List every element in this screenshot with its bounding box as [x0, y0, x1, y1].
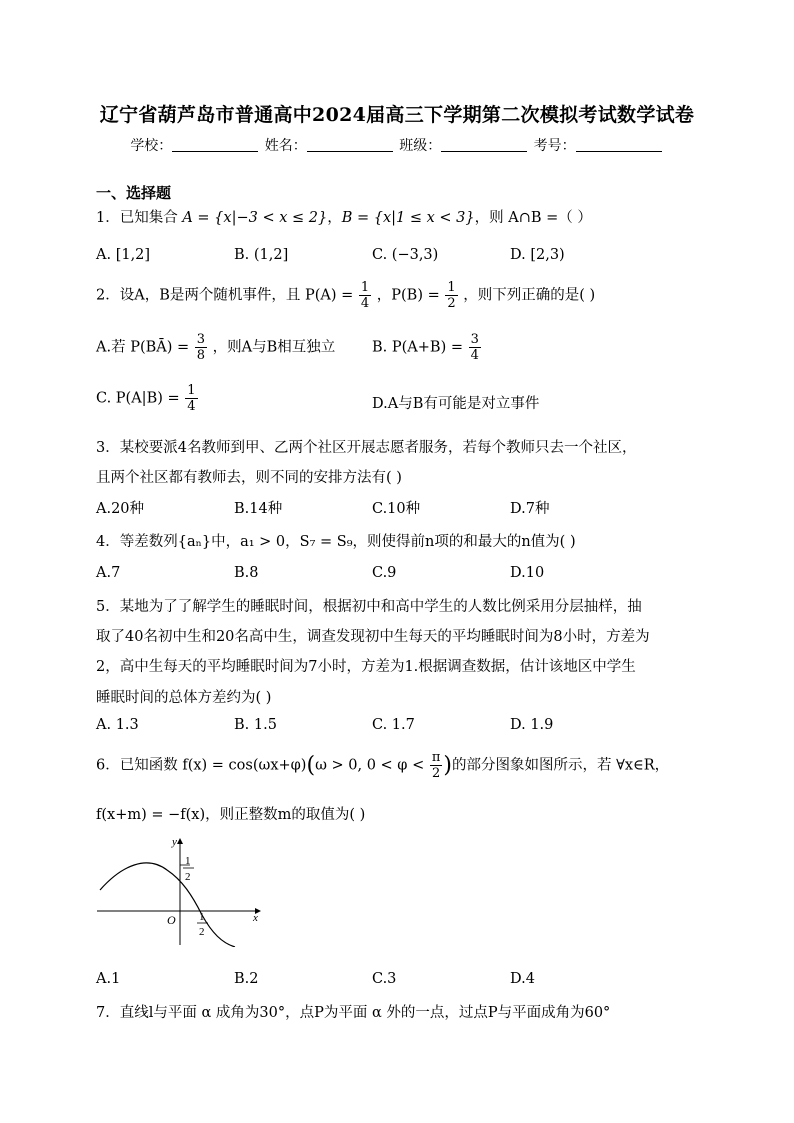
q1-option-a[interactable]: A. [1,2]	[96, 247, 151, 263]
q6-forall: 的部分图象如图所示，若 ∀x∈R，	[451, 757, 670, 774]
x-half-num: 1	[199, 911, 205, 923]
y-half-num: 1	[185, 855, 191, 867]
curve	[100, 863, 235, 947]
q2-ask: ，则下列正确的是( )	[463, 287, 596, 304]
q1-option-b[interactable]: B. (1,2]	[234, 247, 289, 263]
question-2	[96, 280, 595, 311]
question-5-line4: 睡眠时间的总体方差约为( )	[96, 690, 272, 706]
x-half-den: 2	[199, 926, 205, 938]
q5-option-d[interactable]: D. 1.9	[510, 717, 554, 733]
q6-option-d[interactable]: D.4	[510, 971, 535, 987]
q6-option-b[interactable]: B.2	[234, 971, 259, 987]
class-label: 班级：	[399, 138, 442, 154]
school-blank[interactable]	[172, 137, 258, 152]
q1-set-b: B = {x|1 ≤ x < 3}	[341, 210, 475, 226]
q1-option-c[interactable]: C. (−3,3)	[372, 247, 439, 263]
q1-sep: ，	[327, 210, 342, 226]
q1-option-d[interactable]: D. [2,3)	[510, 247, 565, 263]
q6-pi-half-fraction: $\frac{\pi}{2}$	[431, 750, 441, 781]
question-6-line1: 6．已知函数 f(x) = cos(ωx+φ)(ω > 0, 0 < φ < $\frac{\pi}{2}$ )的部分图象如图所示，若 ∀x∈R，	[96, 750, 670, 781]
name-label: 姓名：	[264, 138, 307, 154]
q2-option-c[interactable]: C. P(A|B) = $\frac{1}{4}$	[96, 383, 196, 414]
origin-label: O	[167, 913, 176, 927]
y-label: y	[172, 836, 177, 848]
question-6-line2: f(x+m) = −f(x)，则正整数m的取值为( )	[96, 807, 366, 823]
question-5-line3: 2，高中生每天的平均睡眠时间为7小时，方差为1.根据调查数据，估计该地区中学生	[96, 659, 636, 675]
q2-pb-fraction: $\frac{1}{2}$	[447, 280, 456, 311]
q3-option-b[interactable]: B.14种	[234, 501, 283, 517]
question-1	[96, 206, 592, 227]
question-5-line2: 取了40名初中生和20名高中生，调查发现初中生每天的平均睡眠时间为8小时，方差为	[96, 629, 650, 645]
name-blank[interactable]	[307, 137, 393, 152]
q4-option-d[interactable]: D.10	[510, 565, 545, 581]
school-label: 学校：	[130, 138, 173, 154]
q2-option-a[interactable]: A.若 P(BĀ) = $\frac{3}{8}$ ，则A与B相互独立	[96, 332, 336, 363]
x-label: x	[253, 912, 258, 924]
q5-option-c[interactable]: C. 1.7	[372, 717, 415, 733]
q3-option-a[interactable]: A.20种	[96, 501, 145, 517]
number-label: 考号：	[533, 138, 576, 154]
question-7-line1: 7．直线l与平面 α 成角为30°，点P为平面 α 外的一点，过点P与平面成角为60°	[96, 1005, 611, 1021]
q6-option-c[interactable]: C.3	[372, 971, 397, 987]
q5-option-b[interactable]: B. 1.5	[234, 717, 277, 733]
q4-option-b[interactable]: B.8	[234, 565, 259, 581]
q2-option-b[interactable]: B. P(A+B) = $\frac{3}{4}$	[372, 332, 479, 363]
q4-option-c[interactable]: C.9	[372, 565, 397, 581]
q2-option-d[interactable]: D.A与B有可能是对立事件	[372, 396, 540, 412]
q2-pa-fraction: $\frac{1}{4}$	[360, 280, 370, 311]
question-4: 4．等差数列{aₙ}中，a₁ > 0，S₇ = S₉，则使得前n项的和最大的n值为( )	[96, 534, 576, 550]
q2-pb-text: ，P(B) =	[376, 287, 440, 304]
q3-option-d[interactable]: D.7种	[510, 501, 550, 517]
cosine-graph	[92, 835, 267, 947]
q5-option-a[interactable]: A. 1.3	[96, 717, 139, 733]
question-3-line1: 3．某校要派4名教师到甲、乙两个社区开展志愿者服务，若每个教师只去一个社区，	[96, 440, 637, 456]
q3-option-c[interactable]: C.10种	[372, 501, 421, 517]
question-3-line2: 且两个社区都有教师去，则不同的安排方法有( )	[96, 470, 402, 486]
section-heading: 一、选择题	[96, 184, 172, 202]
q1-ask: ，则 A∩B =（ ）	[474, 210, 592, 226]
q6-condition: ω > 0, 0 < φ <	[315, 757, 425, 774]
q6-stem: 6．已知函数 f(x) = cos(ωx+φ)	[96, 757, 307, 774]
y-half-den: 2	[185, 871, 191, 883]
student-info-line	[0, 135, 794, 155]
q1-stem: 1．已知集合	[96, 210, 183, 226]
class-blank[interactable]	[441, 137, 527, 152]
q2-stem: 2．设A，B是两个随机事件，且 P(A) =	[96, 287, 354, 304]
number-blank[interactable]	[576, 137, 662, 152]
q1-set-a: A = {x|−3 < x ≤ 2}	[182, 210, 328, 226]
question-5-line1: 5．某地为了了解学生的睡眠时间，根据初中和高中学生的人数比例采用分层抽样，抽	[96, 599, 642, 615]
q6-option-a[interactable]: A.1	[96, 971, 121, 987]
q4-option-a[interactable]: A.7	[96, 565, 121, 581]
page-title: 辽宁省葫芦岛市普通高中2024届高三下学期第二次模拟考试数学试卷	[99, 104, 695, 126]
